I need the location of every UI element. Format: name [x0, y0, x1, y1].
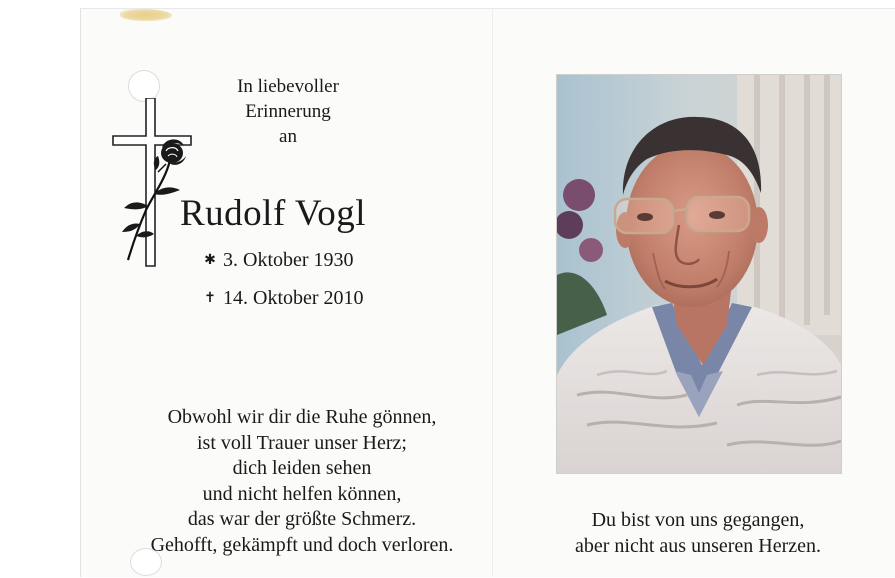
death-date-line [202, 287, 364, 310]
memorial-poem [112, 405, 492, 558]
portrait-illustration [557, 75, 841, 473]
intro-line: Erinnerung [245, 101, 331, 122]
farewell-line: aber nicht aus unseren Herzen. [575, 534, 821, 557]
card-fold-line [492, 8, 493, 576]
poem-line: Obwohl wir dir die Ruhe gönnen, [167, 406, 437, 428]
deceased-name: Rudolf Vogl [180, 193, 367, 234]
poem-line: Gehofft, gekämpft und doch verloren. [150, 533, 454, 556]
intro-line: In liebevoller [237, 76, 339, 97]
death-cross-icon: ✝ [204, 291, 216, 306]
farewell-line: Du bist von uns gegangen, [591, 509, 805, 531]
paper-stain [120, 9, 172, 21]
poem-line: und nicht helfen können, [202, 482, 402, 505]
poem-line: dich leiden sehen [232, 457, 372, 479]
poem-line: ist voll Trauer unser Herz; [197, 431, 407, 454]
portrait-photo [556, 74, 842, 474]
cross-with-rose-icon [110, 98, 200, 270]
birth-star-icon: ✱ [204, 253, 216, 268]
birth-date-line [202, 249, 354, 272]
birth-date: 3. Oktober 1930 [223, 249, 354, 271]
poem-line: das war der größte Schmerz. [187, 508, 417, 530]
intro-line: an [279, 126, 297, 147]
intro-text [200, 74, 376, 149]
death-date: 14. Oktober 2010 [223, 287, 364, 309]
farewell-text [538, 508, 858, 559]
